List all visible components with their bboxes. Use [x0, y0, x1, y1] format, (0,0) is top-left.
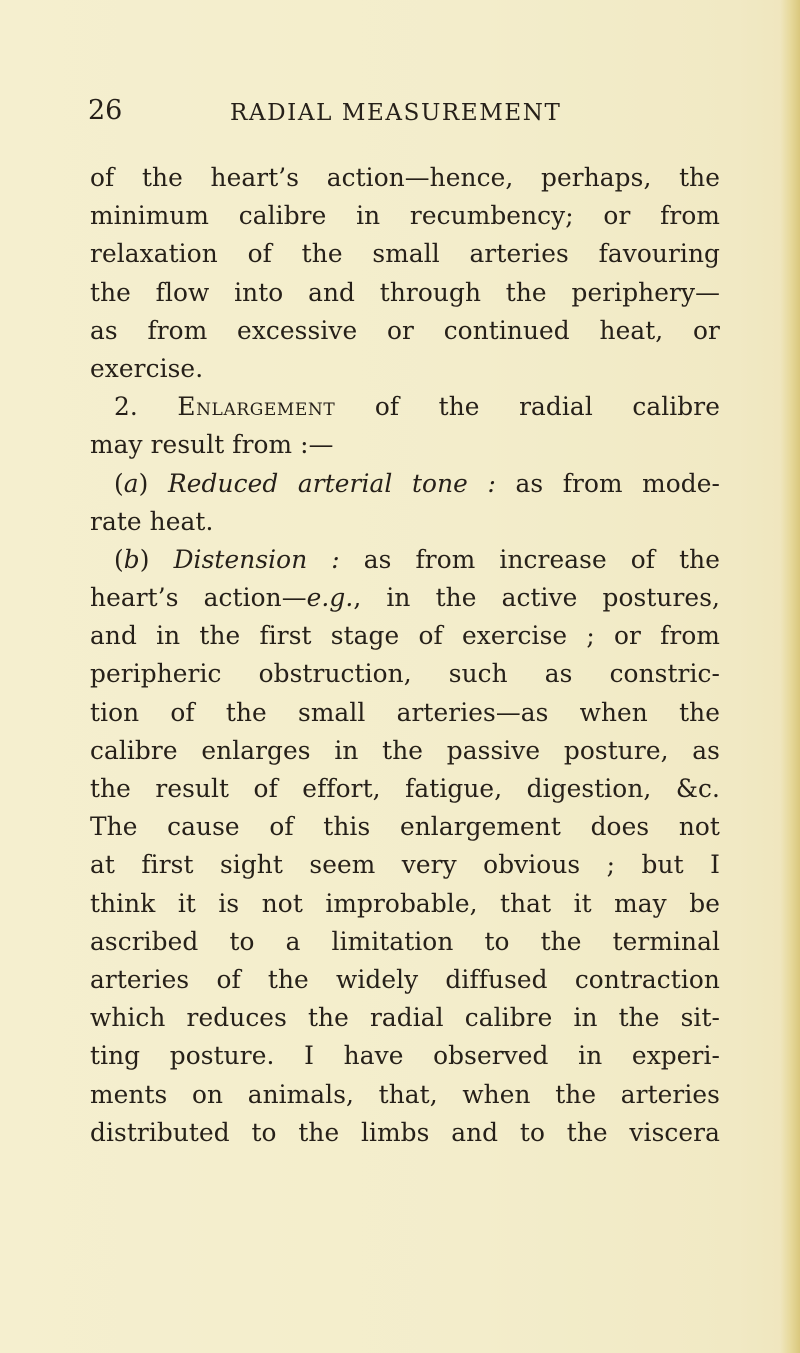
text-line-12: [90, 579, 720, 617]
body-text: [90, 159, 720, 1152]
text-segment: ): [139, 544, 174, 574]
text-segment: the flow into and through the periphery—: [90, 277, 720, 307]
page-edge-shadow: [780, 0, 800, 1353]
text-segment: distributed to the limbs and to the viscera: [90, 1117, 720, 1147]
text-line-8: [90, 426, 720, 464]
text-line-6: [90, 350, 720, 388]
text-line-25: [90, 1076, 720, 1114]
text-segment: Enlargement: [177, 392, 336, 422]
text-segment: rate heat.: [90, 506, 214, 536]
text-segment: 2.: [114, 392, 178, 422]
text-segment: of the radial calibre: [335, 392, 720, 422]
text-segment: The cause of this enlargement does not: [90, 812, 720, 842]
text-line-14: [90, 655, 720, 693]
text-line-18: [90, 808, 720, 846]
text-segment: arteries of the widely diffused contraction: [90, 964, 720, 994]
text-line-16: [90, 732, 720, 770]
text-line-23: [90, 999, 720, 1037]
text-segment: ): [138, 468, 168, 498]
text-segment: (: [114, 544, 124, 574]
text-segment: minimum calibre in recumbency; or from: [90, 201, 720, 231]
text-segment: of the heart’s action—hence, perhaps, the: [90, 163, 720, 192]
text-line-22: [90, 961, 720, 999]
text-line-4: [90, 274, 720, 312]
text-segment: at first sight seem very obvious ; but I: [90, 850, 720, 880]
text-line-9: [90, 465, 720, 503]
text-segment: as from mode-: [495, 468, 720, 498]
text-segment: e.g.: [306, 583, 354, 613]
text-line-7: [90, 388, 720, 426]
text-line-19: [90, 846, 720, 884]
running-head: [88, 96, 728, 136]
text-segment: and in the first stage of exercise ; or from: [90, 621, 720, 651]
running-title: RADIAL MEASUREMENT: [230, 100, 562, 126]
text-segment: exercise.: [90, 353, 204, 383]
text-line-15: [90, 694, 720, 732]
page-number: 26: [88, 95, 123, 126]
text-segment: as from excessive or continued heat, or: [90, 315, 720, 345]
text-segment: ting posture. I have observed in experi-: [90, 1041, 720, 1071]
text-line-11: [90, 541, 720, 579]
text-segment: Distension :: [173, 544, 340, 574]
text-segment: heart’s action—: [90, 583, 307, 613]
text-line-17: [90, 770, 720, 808]
text-segment: a: [123, 468, 139, 498]
text-line-20: [90, 885, 720, 923]
text-line-2: [90, 197, 720, 235]
text-line-24: [90, 1037, 720, 1075]
text-segment: ments on animals, that, when the arteries: [90, 1079, 720, 1109]
text-segment: b: [123, 544, 140, 574]
text-line-5: [90, 312, 720, 350]
text-segment: which reduces the radial calibre in the sit-: [90, 1003, 720, 1033]
text-line-21: [90, 923, 720, 961]
text-segment: think it is not improbable, that it may be: [90, 888, 720, 918]
text-segment: ascribed to a limitation to the terminal: [90, 926, 720, 956]
text-segment: tion of the small arteries—as when the: [90, 697, 720, 727]
text-segment: as from increase of the: [339, 544, 720, 574]
text-line-13: [90, 617, 720, 655]
text-segment: relaxation of the small arteries favouring: [90, 239, 720, 269]
text-line-10: [90, 503, 720, 541]
text-segment: (: [114, 468, 124, 498]
text-line-3: [90, 235, 720, 273]
text-segment: peripheric obstruction, such as constric-: [90, 659, 720, 689]
text-segment: the result of effort, fatigue, digestion, &c.: [90, 774, 720, 803]
text-segment: , in the active postures,: [353, 583, 720, 613]
text-line-26: [90, 1114, 720, 1152]
text-line-1: [90, 159, 720, 197]
text-segment: may result from :—: [90, 430, 334, 460]
text-segment: calibre enlarges in the passive posture, as: [90, 735, 720, 765]
text-segment: Reduced arterial tone :: [168, 468, 496, 498]
